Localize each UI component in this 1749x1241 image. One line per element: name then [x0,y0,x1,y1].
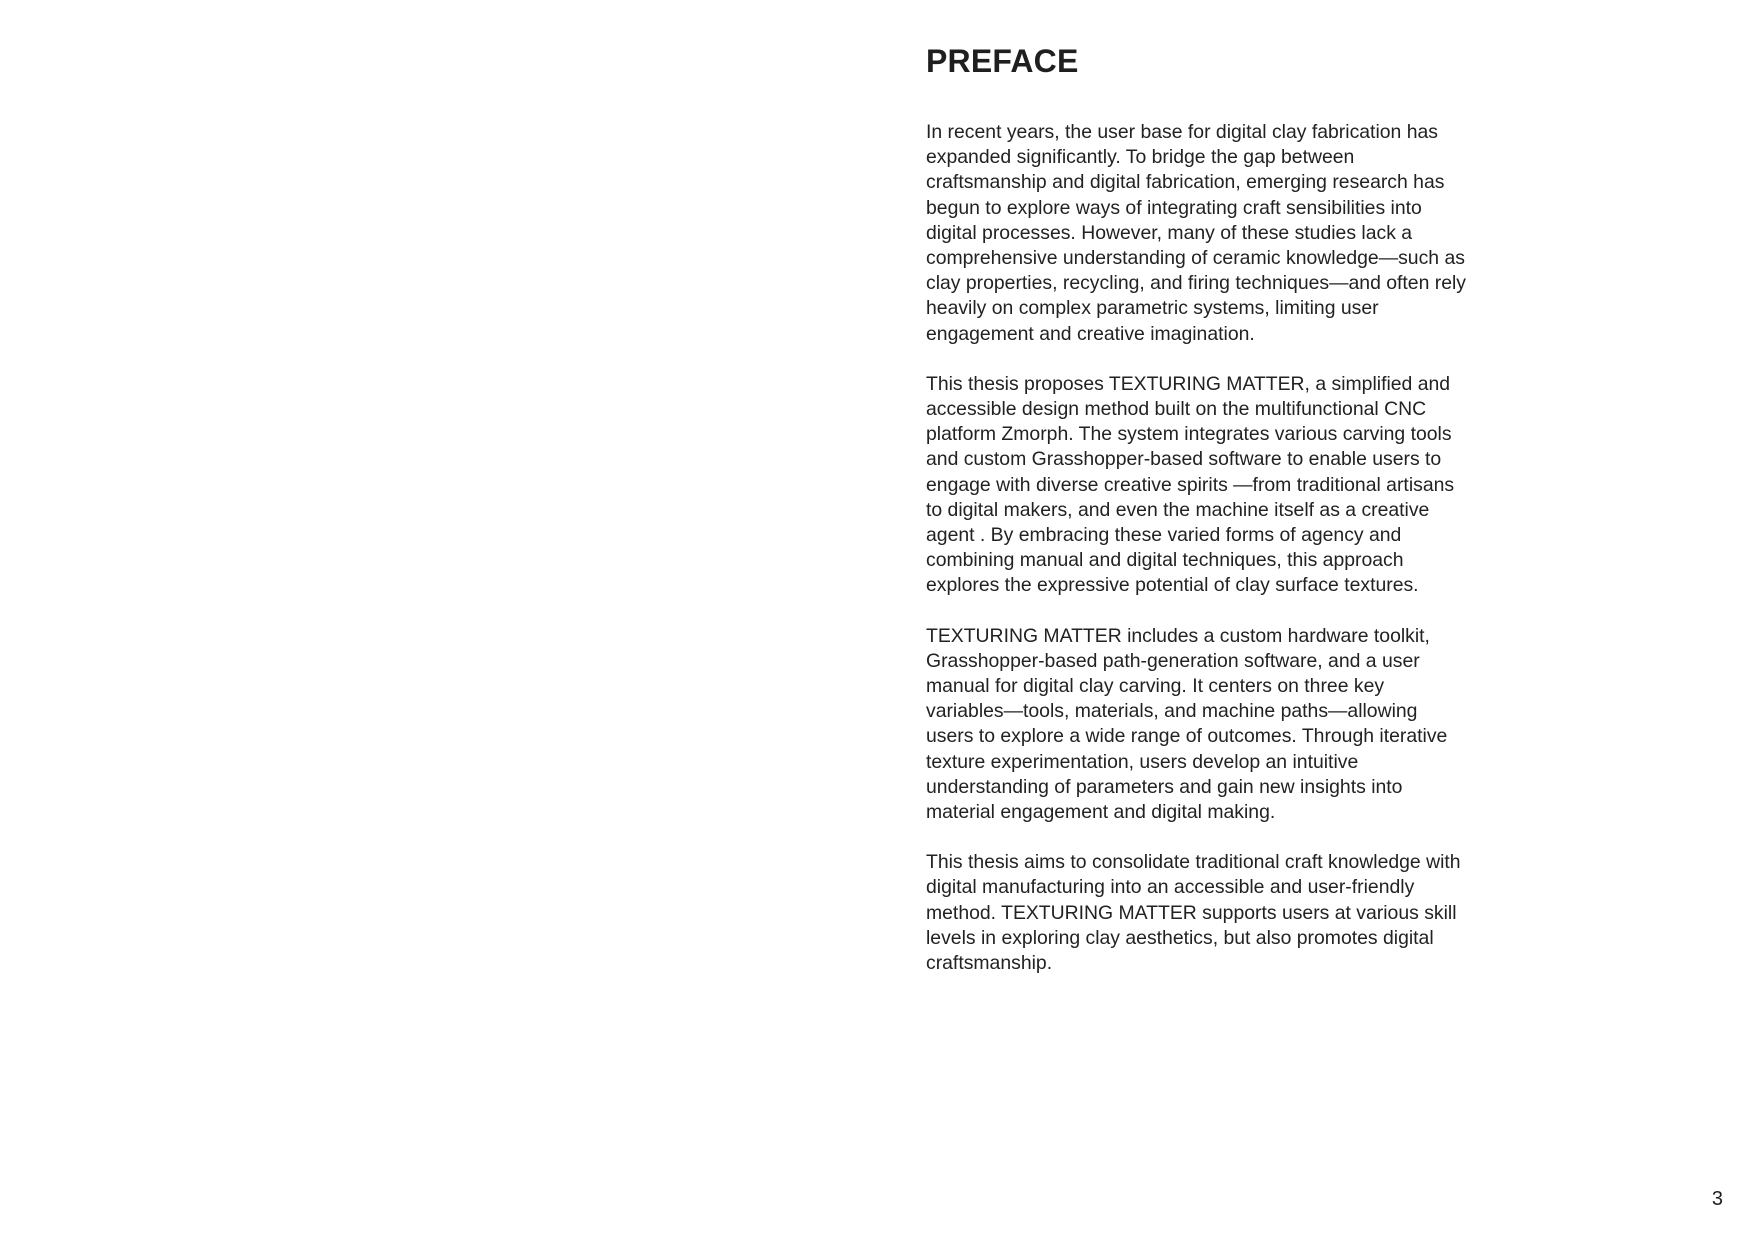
paragraph-2: This thesis proposes TEXTURING MATTER, a simplified and accessible design method built on the multifunctional CNC platform Zmorph. The system integrates various carving tools and custom Grasshopper-based software to enable users to engage with diverse creative spirits —from traditional artisans to digital makers, and even the machine itself as a creative agent . By embracing these varied forms of agency and combining manual and digital techniques, this approach explores the expressive potential of clay surface textures. [926,372,1455,597]
blank-left-page [0,0,874,1241]
page-number: 3 [1711,1188,1723,1210]
preface-section [926,40,1466,1001]
paragraph-3: TEXTURING MATTER includes a custom hardware toolkit, Grasshopper-based path-generation software, and a user manual for digital clay carving. It centers on three key variables—tools, materials, and machine paths—allowing users to explore a wide range of outcomes. Through iterative texture experimentation, users develop an intuitive understanding of parameters and gain new insights into material engagement and digital making. [926,624,1448,824]
paragraph-4: This thesis aims to consolidate traditional craft knowledge with digital manufacturing into an accessible and user-friendly method. TEXTURING MATTER supports users at various skill levels in exploring clay aesthetics, but also promotes digital craftsmanship. [926,851,1461,975]
preface-body [926,120,1466,976]
page-title: PREFACE [926,43,1079,79]
right-page [874,0,1749,1241]
paragraph-1: In recent years, the user base for digital clay fabrication has expanded significantly. To bridge the gap between craftsmanship and digital fabrication, emerging research has begun to explore ways of integrating craft sensibilities into digital processes. However, many of these studies lack a comprehensive understanding of ceramic knowledge—such as clay properties, recycling, and firing techniques—and often rely heavily on complex parametric systems, limiting user engagement and creative imagination. [926,121,1466,345]
